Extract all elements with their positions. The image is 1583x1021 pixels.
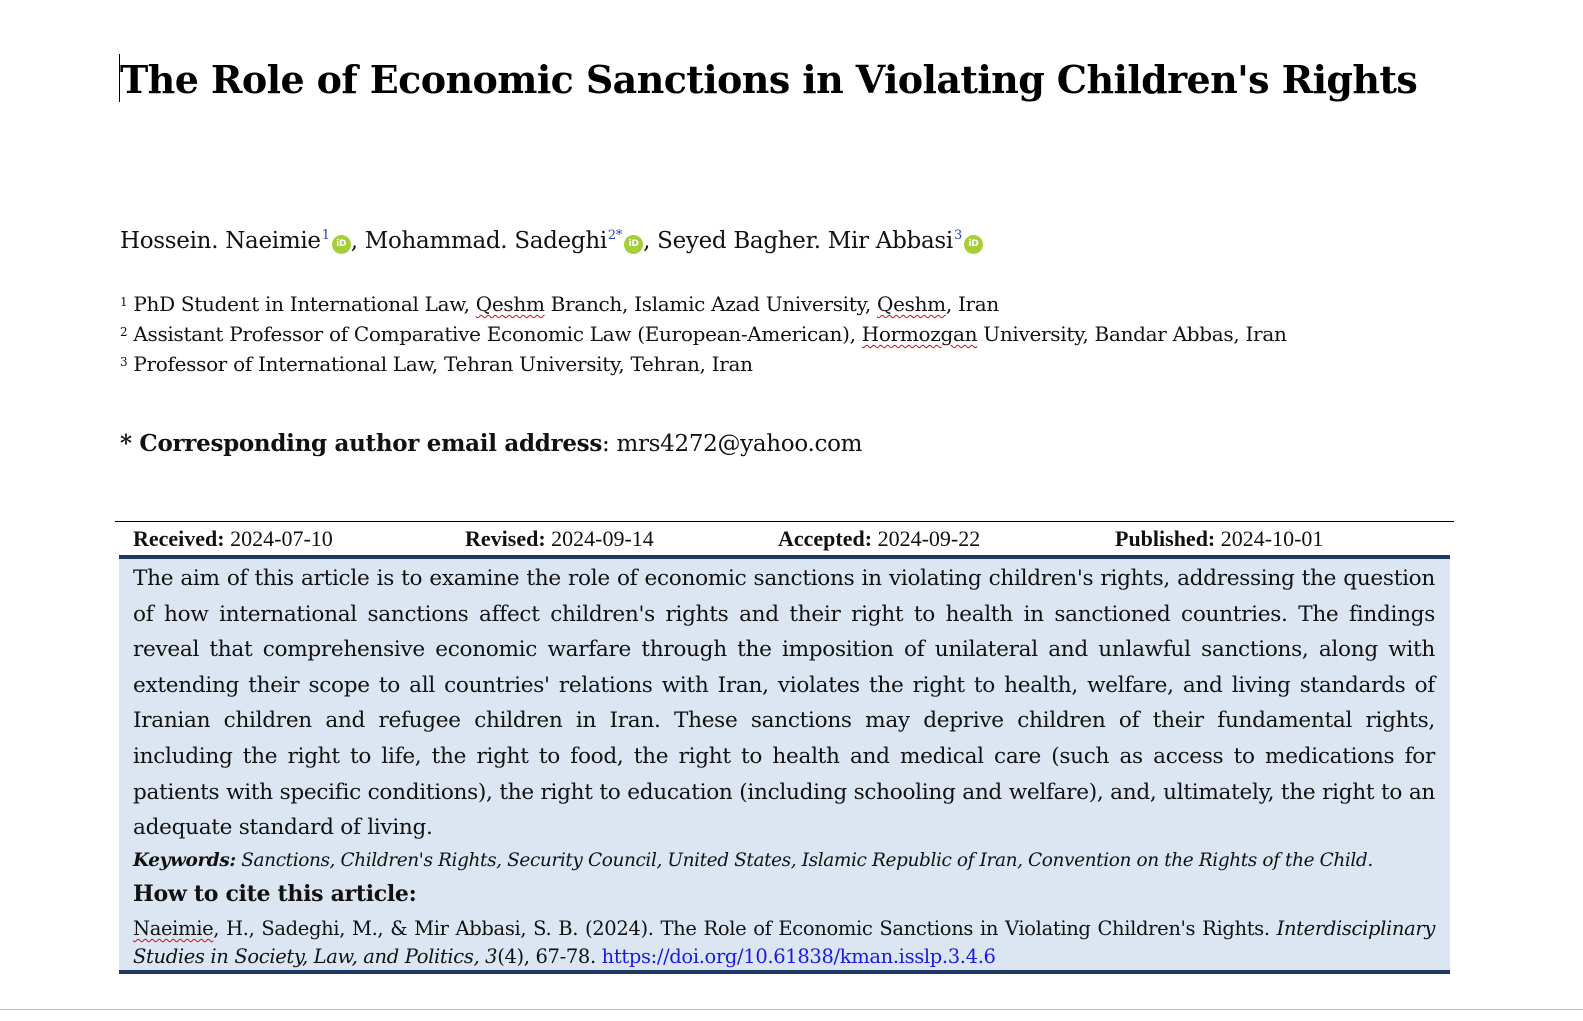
abstract-text: The aim of this article is to examine the role of economic sanctions in violating children's rights, addressing the question of how international sanctions affect children's rights and their right to health in sanctioned countries. The findings reveal that comprehensive economic warfare through the imposition of unilateral and unlawful sanctions, along with extending their scope to all countries' relations with Iran, violates the right to health, welfare, and living standards of Iranian children and refugee children in Iran. These sanctions may deprive children of their fundamental rights, including the right to life, the right to food, the right to health and medical care (such as access to medications for patients with specific conditions), the right to education (including schooling and welfare), and, ultimately, the right to an adequate standard of living. [133, 566, 1435, 841]
revised-date [465, 524, 654, 554]
published-date [1115, 524, 1323, 554]
author-affiliation-marker: 1 [321, 228, 330, 244]
corresponding-label: * Corresponding author email address [120, 430, 602, 457]
accepted-date [778, 524, 980, 554]
corresponding-author [120, 428, 862, 460]
doi-link[interactable]: https://doi.org/10.61838/kman.isslp.3.4.6 [601, 945, 996, 968]
revised-label: Revised: [465, 526, 546, 551]
abstract-box [119, 555, 1450, 974]
spellcheck-word: Qeshm [475, 292, 545, 316]
keywords [133, 846, 1435, 876]
affiliation-text: University, Bandar Abbas, Iran [977, 322, 1287, 346]
author-name: Seyed Bagher. Mir Abbasi [657, 228, 953, 254]
citation-journal: Interdisciplinary Studies in Society, Law, and Politics, 3 [133, 917, 1435, 968]
received-label: Received: [133, 526, 225, 551]
citation-issue: (4), 67-78. [497, 945, 602, 968]
author-affiliation-marker: 2* [607, 228, 623, 244]
divider-line [115, 521, 1454, 522]
author-name: Mohammad. Sadeghi [364, 228, 607, 254]
article-title: The Role of Economic Sanctions in Violating Children's Rights [120, 57, 1418, 102]
accepted-label: Accepted: [778, 526, 873, 551]
citation-text [133, 915, 1435, 971]
affiliation-text: Branch, Islamic Azad University, [544, 292, 877, 316]
received-date [133, 524, 333, 554]
affiliation-text: Assistant Professor of Comparative Economic Law (European-American), [133, 322, 862, 346]
orcid-icon[interactable]: iD [624, 235, 643, 254]
page-bottom-border [0, 1009, 1583, 1010]
author-name: Hossein. Naeimie [120, 228, 321, 254]
date-row [133, 524, 1443, 554]
spellcheck-word: Hormozgan [861, 322, 978, 346]
affiliation-text: PhD Student in International Law, [133, 292, 476, 316]
received-value: 2024-07-10 [224, 526, 333, 551]
published-label: Published: [1115, 526, 1216, 551]
affiliation-text: Professor of International Law, Tehran University, Tehran, Iran [133, 352, 753, 376]
published-value: 2024-10-01 [1215, 526, 1324, 551]
spellcheck-word: Qeshm [876, 292, 946, 316]
spellcheck-word: Naeimie [133, 917, 214, 940]
affiliation-line [120, 288, 1287, 318]
affiliation-number: 3 [120, 355, 128, 369]
author-list [120, 226, 983, 256]
orcid-icon[interactable]: iD [964, 235, 983, 254]
keywords-label: Keywords: [133, 850, 236, 871]
corresponding-email: : mrs4272@yahoo.com [601, 431, 863, 457]
affiliation-number: 1 [120, 295, 128, 309]
author-affiliation-marker: 3 [953, 228, 962, 244]
cite-heading: How to cite this article: [133, 881, 417, 907]
author-separator: , [643, 228, 658, 254]
keywords-text: Sanctions, Children's Rights, Security Council, United States, Islamic Republic of Iran, Convention on the Rights of the Child. [235, 850, 1373, 871]
affiliation-line [120, 318, 1287, 348]
accepted-value: 2024-09-22 [872, 526, 981, 551]
affiliation-text: , Iran [945, 292, 1000, 316]
revised-value: 2024-09-14 [545, 526, 654, 551]
citation-body: , H., Sadeghi, M., & Mir Abbasi, S. B. (2024). The Role of Economic Sanctions in Violating Children's Rights. [213, 917, 1277, 940]
affiliation-list [120, 288, 1287, 378]
orcid-icon[interactable]: iD [332, 235, 351, 254]
affiliation-number: 2 [120, 325, 128, 339]
affiliation-line [120, 348, 1287, 378]
author-separator: , [350, 228, 365, 254]
